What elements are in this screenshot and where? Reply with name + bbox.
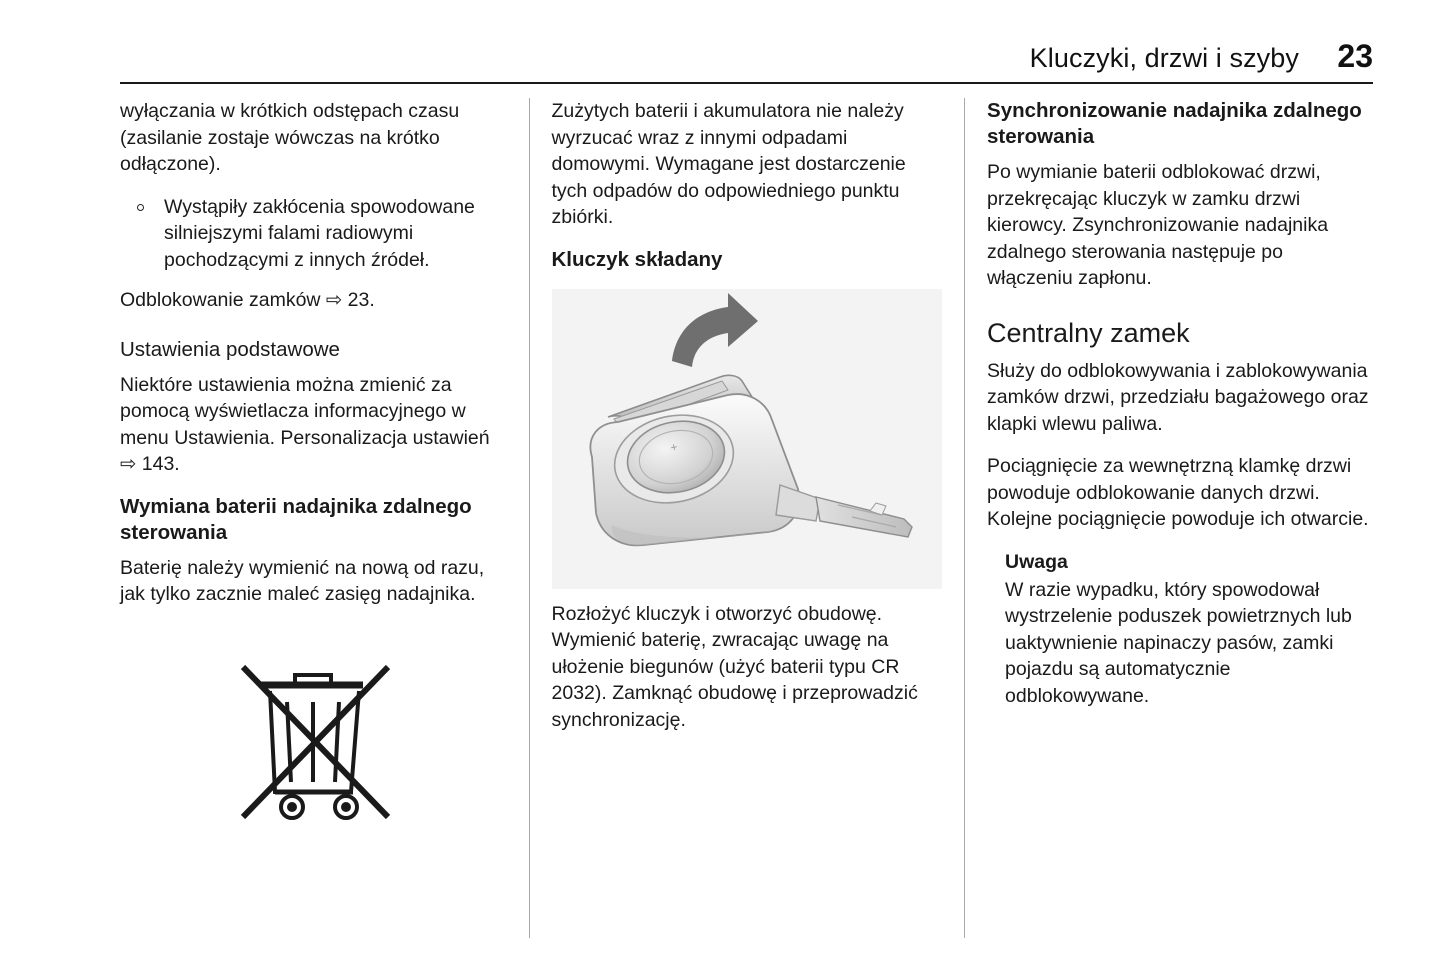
interference-bullet-list <box>120 194 506 274</box>
note-text: W razie wypadku, który spowodował wystrzelenie poduszek powietrznych lub uaktywnienie napinaczy pasów, zamki pojazdu są automatycznie odblokowywane. <box>1005 578 1352 707</box>
column-right <box>987 98 1373 938</box>
column-layout <box>120 98 1373 938</box>
folding-key-paragraph: Rozłożyć kluczyk i otworzyć obudowę. Wymienić baterię, zwracając uwagę na ułożenie biegunów (użyć baterii typu CR 2032). Zamknąć obudowę i przeprowadzić synchronizację. <box>551 602 918 731</box>
folding-key-illustration <box>552 289 942 589</box>
central-locking-paragraph-1: Służy do odblokowywania i zablokowywania zamków drzwi, przedziału bagażowego oraz klapki wlewu paliwa. <box>987 359 1369 435</box>
battery-replacement-paragraph: Baterię należy wymienić na nową od razu, jak tylko zacznie maleć zasięg nadajnika. <box>120 556 485 605</box>
page-number: 23 <box>1337 38 1373 74</box>
svg-text:+: + <box>668 439 679 455</box>
heading-basic-settings: Ustawienia podstawowe <box>120 337 340 361</box>
central-locking-paragraph-2: Pociągnięcie za wewnętrzną klamkę drzwi powoduje odblokowanie danych drzwi. Kolejne pociągnięcie powoduje ich otwarcie. <box>987 455 1369 530</box>
list-item: Wystąpiły zakłócenia spowodowane silniejszymi falami radiowymi pochodzącymi z innych źródeł. <box>120 194 506 274</box>
remote-sync-paragraph: Po wymianie baterii odblokować drzwi, przekręcając kluczyk w zamku drzwi kierowcy. Zsynchronizowanie nadajnika zdalnego sterowania następuje po włączeniu zapłonu. <box>987 161 1329 289</box>
note-block <box>987 549 1373 710</box>
column-divider-2 <box>942 98 988 938</box>
figure-recycle-wrapper <box>120 624 506 827</box>
page-title: Kluczyki, drzwi i szyby <box>1029 43 1299 73</box>
figure-key-wrapper <box>552 289 942 589</box>
heading-remote-sync: Synchronizowanie nadajnika zdalnego sterowania <box>987 99 1362 148</box>
heading-central-locking: Centralny zamek <box>987 317 1190 348</box>
column-left <box>120 98 506 938</box>
basic-settings-paragraph: Niektóre ustawienia można zmienić za pomocą wyświetlacza informacyjnego w menu Ustawienia. Personalizacja ustawień ⇨ 143. <box>120 373 490 475</box>
note-title: Uwaga <box>1005 550 1068 573</box>
heading-folding-key: Kluczyk składany <box>551 247 723 271</box>
column-middle <box>552 98 942 938</box>
battery-disposal-paragraph: Zużytych baterii i akumulatora nie należy wyrzucać wraz z innymi odpadami domowymi. Wymagane jest dostarczenie tych odpadów do odpowiedniego punktu zbiórki. <box>551 100 906 228</box>
header-divider <box>120 82 1373 84</box>
column-divider-1 <box>506 98 552 938</box>
unlock-cross-reference: Odblokowanie zamków ⇨ 23. <box>120 289 375 311</box>
continued-paragraph: wyłączania w krótkich odstępach czasu (zasilanie zostaje wówczas na krótko odłączone). <box>120 100 460 175</box>
crossed-out-wheelie-bin-icon <box>213 642 413 827</box>
heading-battery-replacement: Wymiana baterii nadajnika zdalnego sterowania <box>120 494 472 544</box>
